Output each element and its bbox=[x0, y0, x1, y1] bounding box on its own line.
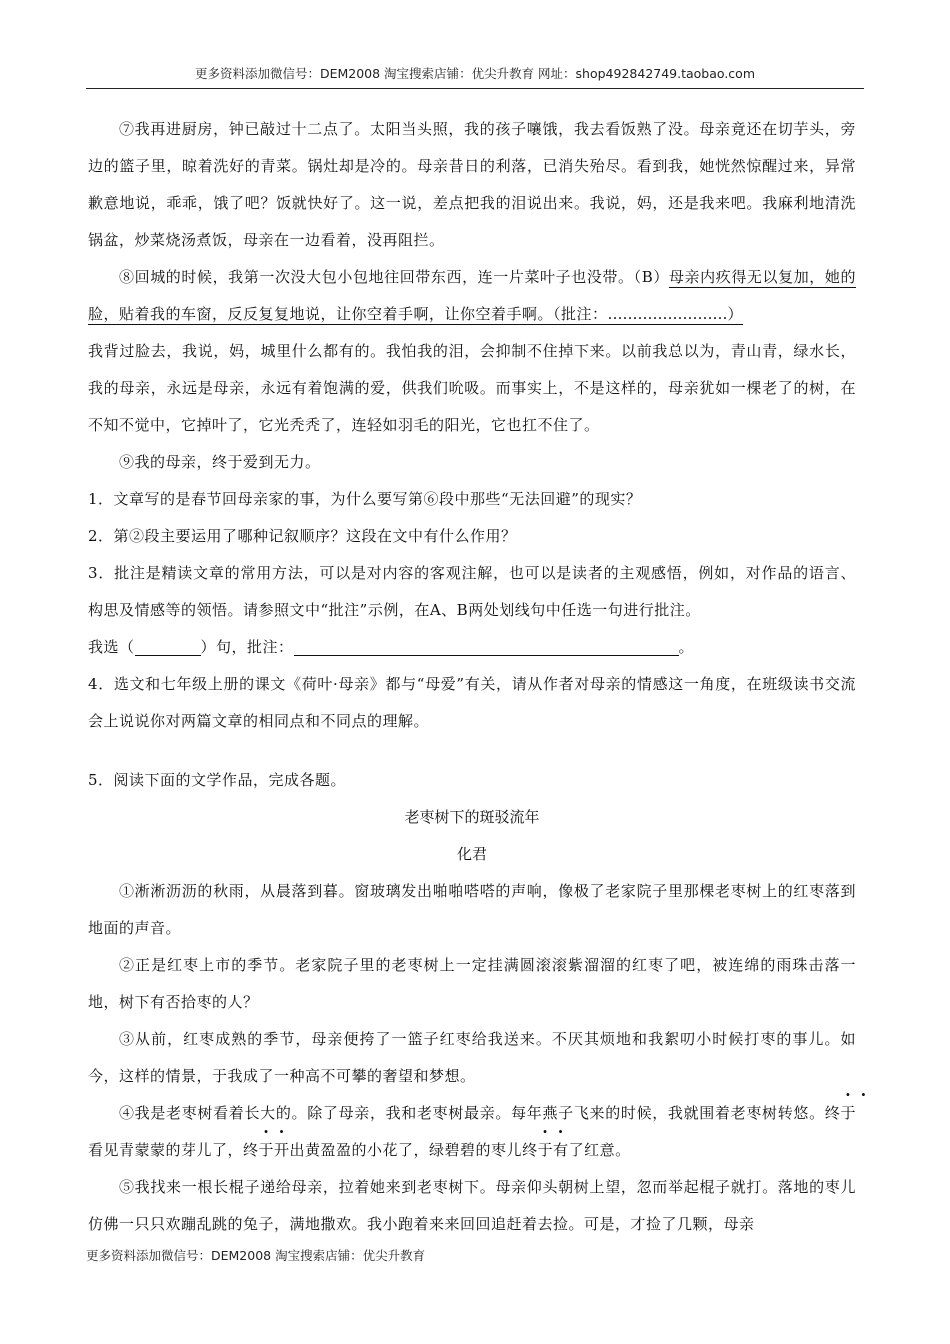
emphasis-char: 于 bbox=[840, 1104, 856, 1122]
paragraph-7: ⑦我再进厨房，钟已敲过十二点了。太阳当头照，我的孩子嚷饿，我去看饭熟了没。母亲竟还在切芋头，旁边的篮子里，晾着洗好的青菜。锅灶却是冷的。母亲昔日的利落，已消失殆尽。看到我，她恍然惊醒过来，异常歉意地说，乖乖，饿了吧？饭就快好了。这一说，差点把我的泪说出来。我说，妈，还是我来吧。我麻利地清洗锅盆，炒菜烧汤煮饭，母亲在一边看着，没再阻拦。 bbox=[88, 120, 856, 249]
underlined-sentence-b: 母亲内疚得无以复加，她的脸，贴着我的车窗，反反复复地说，让你空着手啊，让你空着手啊。 bbox=[88, 268, 856, 323]
emphasis-char: 于 bbox=[258, 1141, 275, 1159]
question-2: 2．第②段主要运用了哪种记叙顺序？这段在文中有什么作用？ bbox=[88, 527, 517, 545]
passage2-paragraph-2: ②正是红枣上市的季节。老家院子里的老枣树上一定挂满圆滚滚紫溜溜的红枣了吧，被连绵的雨珠击落一地，树下有否拾枣的人？ bbox=[88, 956, 856, 1011]
paragraph-4-part-c: 开出黄盈盈的小花了，绿碧碧的枣儿 bbox=[274, 1141, 523, 1159]
paragraph-4-part-d: 有了红意。 bbox=[553, 1141, 631, 1159]
annotation-open: （批注： bbox=[553, 305, 608, 323]
passage2-paragraph-5: ⑤我找来一根长棍子递给母亲，拉着她来到老枣树下。母亲仰头朝树上望，忽而举起棍子就打。落地的枣儿仿佛一只只欢蹦乱跳的兔子，满地撒欢。我小跑着来来回回追赶着去捡。可是，才捡了几颗，母亲 bbox=[88, 1178, 856, 1233]
emphasis-char: 于 bbox=[537, 1141, 554, 1159]
annotation-close: ） bbox=[727, 305, 744, 323]
answer-end: 。 bbox=[678, 638, 695, 656]
passage-author: 化君 bbox=[456, 845, 487, 863]
section-gap bbox=[88, 740, 856, 762]
passage2-paragraph-4 bbox=[88, 1095, 856, 1169]
paragraph-9: ⑨我的母亲，终于爱到无力。 bbox=[119, 453, 321, 471]
answer-blank-annotation[interactable] bbox=[294, 637, 679, 656]
answer-blank-choice[interactable] bbox=[135, 637, 201, 656]
annotation-dots: …………………… bbox=[607, 305, 728, 323]
document-body bbox=[88, 111, 856, 1243]
question-5: 5．阅读下面的文学作品，完成各题。 bbox=[88, 771, 347, 789]
paragraph-4-part-b: 看见青蒙蒙的芽儿了， bbox=[88, 1141, 244, 1159]
page-footer: 更多资料添加微信号：DEM2008 淘宝搜索店铺：优尖升教育 bbox=[86, 1248, 426, 1263]
question-4: 4．选文和七年级上册的课文《荷叶·母亲》都与“母爱”有关，请从作者对母亲的情感这一角度，在班级读书交流会上说说你对两篇文章的相同点和不同点的理解。 bbox=[88, 675, 856, 730]
question-3: 3．批注是精读文章的常用方法，可以是对内容的客观注解，也可以是读者的主观感悟，例如，对作品的语言、构思及情感等的领悟。请参照文中“批注”示例，在A、B两处划线句中任选一句进行批注。 bbox=[88, 564, 856, 619]
emphasis-char: 终 bbox=[243, 1141, 259, 1159]
question-3-answer-line bbox=[88, 629, 856, 666]
paragraph-8 bbox=[88, 259, 856, 333]
page-header: 更多资料添加微信号：DEM2008 淘宝搜索店铺：优尖升教育 网址：shop492842749.taobao.com bbox=[194, 66, 756, 81]
passage2-paragraph-1: ①淅淅沥沥的秋雨，从晨落到暮。窗玻璃发出啪啪嗒嗒的声响，像极了老家院子里那棵老枣树上的红枣落到地面的声音。 bbox=[88, 882, 856, 937]
paragraph-8-start: ⑧回城的时候，我第一次没大包小包地往回带东西，连一片菜叶子也没带。（B） bbox=[119, 268, 669, 286]
answer-prefix: 我选（ bbox=[88, 638, 135, 656]
paragraph-4-part-a: ④我是老枣树看着长大的。除了母亲，我和老枣树最亲。每年燕子飞来的时候，我就围着老枣树转悠。 bbox=[119, 1104, 825, 1122]
passage-title: 老枣树下的斑驳流年 bbox=[404, 808, 540, 826]
header-divider bbox=[86, 88, 864, 89]
emphasis-char: 终 bbox=[522, 1141, 538, 1159]
question-1: 1．文章写的是春节回母亲家的事，为什么要写第⑥段中那些“无法回避”的现实？ bbox=[88, 490, 642, 508]
emphasis-char: 终 bbox=[824, 1104, 841, 1122]
paragraph-8-continued: 我背过脸去，我说，妈，城里什么都有的。我怕我的泪，会抑制不住掉下来。以前我总以为，青山青，绿水长，我的母亲，永远是母亲，永远有着饱满的爱，供我们吮吸。而事实上，不是这样的，母亲犹如一棵老了的树，在不知不觉中，它掉叶了，它光秃秃了，连轻如羽毛的阳光，它也扛不住了。 bbox=[88, 342, 856, 434]
passage2-paragraph-3: ③从前，红枣成熟的季节，母亲便挎了一篮子红枣给我送来。不厌其烦地和我絮叨小时候打枣的事儿。如今，这样的情景，于我成了一种高不可攀的奢望和梦想。 bbox=[88, 1030, 856, 1085]
answer-mid: ）句，批注： bbox=[200, 638, 294, 656]
